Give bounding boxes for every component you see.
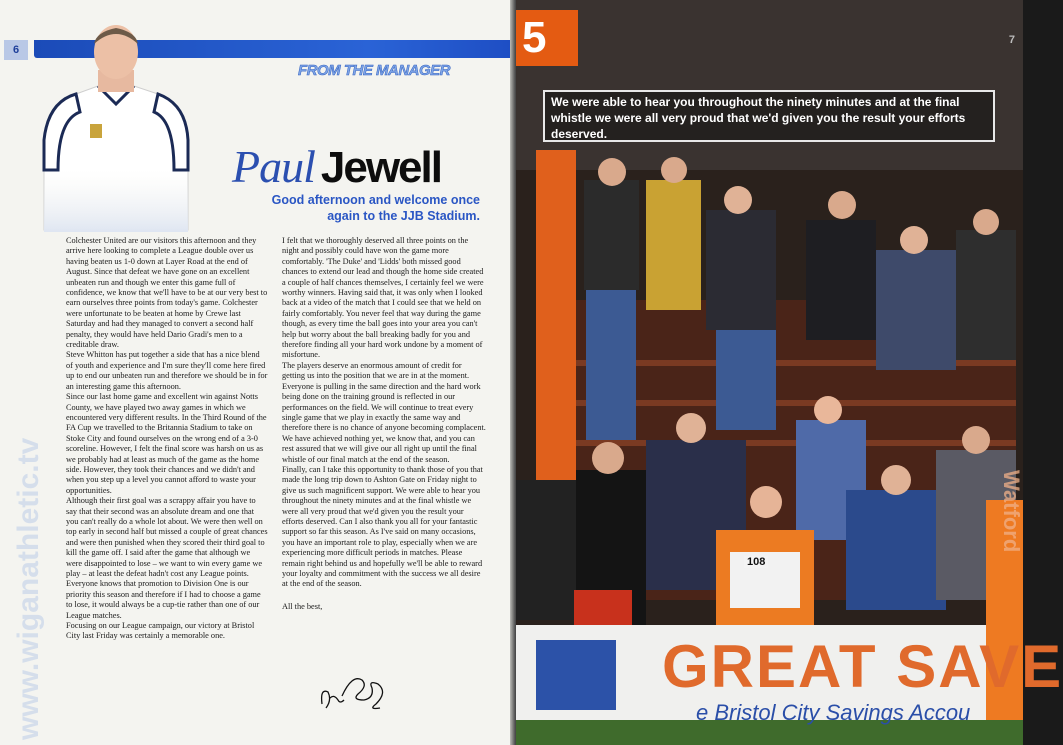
website-watermark: www.wiganathletic.tv xyxy=(12,437,45,740)
article-column-2 xyxy=(282,236,486,612)
paragraph: Since our last home game and excellent win against Notts County, we have played two away games in which we encountered very different results. In the Third Round of the FA Cup we travelled to the Britannia Stadium to take on Stoke City and found ourselves on the wrong end of a 3-0 scoreline. However, I felt the final score was harsh on us as we probably had at least as much of the game as the home side. However, they took their chances and we didn't and when you step up a level you cannot afford to waste your opportunities. xyxy=(66,392,267,495)
paragraph: Steve Whitton has put together a side that has a nice blend of youth and experience and I'm sure they'll come here fired up to end our unbeaten run and therefore we should be in for an interesting game this afternoon. xyxy=(66,350,268,391)
article-subhead: Good afternoon and welcome once again to the JJB Stadium. xyxy=(271,193,480,223)
page-number-left: 6 xyxy=(4,40,28,60)
section-tab-digit: 5 xyxy=(522,13,547,62)
advertising-board-text: GREAT SAVE xyxy=(662,633,1063,700)
right-page xyxy=(516,0,1063,745)
paragraph: Colchester United are our visitors this afternoon and they arrive here looking to complete a League double over us having beaten us 1-0 down at Layer Road at the end of August. Since that defeat we have gone on an excellent unbeaten run and though we enter this game full of confidence, we know that we'll have to be at our very best to earn ourselves three points from today's game. Colchester were unfortunate to be beaten at home by Crewe last Saturday and had they managed to convert a second half penalty, they would have held Dario Gradi's men to a creditable draw. xyxy=(66,236,268,350)
manager-photo xyxy=(36,20,196,235)
paragraph: Finally, can I take this opportunity to thank those of you that made the long trip down to Ashton Gate on Friday night to give us such magnificent support. We were able to hear you throughout the ninety minutes and at the final whistle we were all very proud that we'd given you the result your efforts deserved. Can I also thank you all for your fantastic support so far this season. As I've said on many occasions, you have an important role to play, especially when we are experiencing more difficult periods in matches. Please remain right behind us and hopefully we'll be able to reward your loyalty and commitment with the success we all desire at the end of the season. xyxy=(282,464,483,589)
article-column-1 xyxy=(66,236,268,642)
photo-watermark: Watford xyxy=(999,470,1024,553)
paragraph: Focusing on our League campaign, our victory at Bristol City last Friday was certainly a memorable one. xyxy=(66,621,255,641)
pull-quote-text: We were able to hear you throughout the ninety minutes and at the final whistle we were all very proud that we'd given you the result your efforts deserved. xyxy=(551,95,966,141)
paragraph: I felt that we thoroughly deserved all three points on the night and possibly could have won the game more comfortably. 'The Duke' and 'Lidds' both missed good chances to extend our lead and though the home side created a couple of half chances themselves, I certainly feel we were worthy winners. Having said that, it was only when I looked back at a video of the match that I could see that we held on fairly comfortably. You never feel that way during the game though, as every time the ball goes into your area you can't help but worry about the ball breaking badly for you and therefore finding all your hard work undone by a moment of misfortune. xyxy=(282,236,484,360)
advertising-board-subtext: e Bristol City Savings Accou xyxy=(696,700,971,725)
steward-bib-number: 108 xyxy=(744,556,768,568)
section-tab xyxy=(516,10,578,66)
paragraph: Although their first goal was a scrappy affair you have to say that their second was an absolute dream and one that you can't really do a whole lot about. We were then well on top early in second half but missed a couple of great chances and were then punished when they scored their third goal to kill the game off. I said after the game that although we were disappointed to lose – we want to win every game we play – at least the defeat hadn't cost any League points. Everyone knows that promotion to Division One is our priority this season and therefore if I had to choose a game to lose, it would always be a cup-tie rather than one of our League matches. xyxy=(66,496,268,620)
page-number-right: 7 xyxy=(1008,34,1015,46)
signature xyxy=(318,670,392,714)
heading-first-name: Paul xyxy=(232,141,315,192)
pull-quote-box xyxy=(543,90,995,142)
signoff: All the best, xyxy=(282,601,323,611)
section-title: FROM THE MANAGER xyxy=(298,62,450,79)
left-page xyxy=(0,0,512,745)
heading-last-name: Jewell xyxy=(320,143,441,192)
paragraph: The players deserve an enormous amount of credit for getting us into the position that we are in at the moment. Everyone is pulling in the same direction and the hard work being done on the training ground is reflected in our performances on the field. We will continue to treat every single game that we play in exactly the same way and therefore there is no chance of anyone becoming complacent. We have achieved nothing yet, we know that, and you can rest assured that we will give our all right up until the final whistle of our final match at the end of the season. xyxy=(282,360,486,464)
article-heading xyxy=(232,140,441,193)
